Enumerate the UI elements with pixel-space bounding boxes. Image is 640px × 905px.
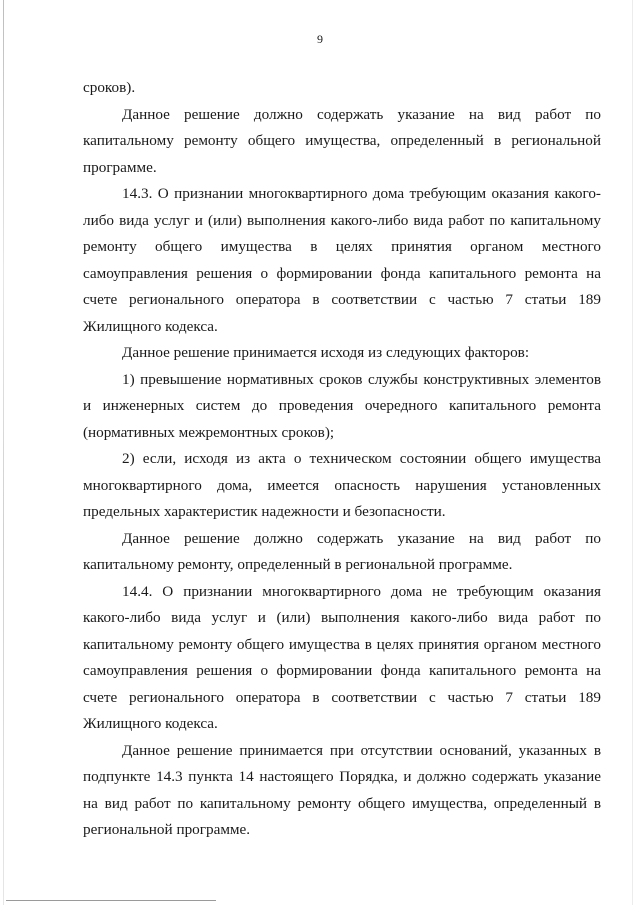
page-number: 9 <box>317 32 323 46</box>
document-body <box>83 75 601 844</box>
scan-edge-left <box>3 0 4 905</box>
paragraph-decision-content: Данное решение должно содержать указание на вид работ по капитальному ремонту общего имущества, определенный в региональной программе. <box>83 105 601 176</box>
paragraph-decision-content-2: Данное решение должно содержать указание на вид работ по капитальному ремонту, определенный в региональной программе. <box>83 529 601 573</box>
paragraph-clause-14-4: 14.4. О признании многоквартирного дома не требующим оказания какого-либо вида услуг и (или) выполнения какого-либо вида работ по капитальному ремонту общего имущества в целях принятия органом местного самоуправления решения о формировании фонда капитального ремонта на счете регионального оператора в соответствии с частью 7 статьи 189 Жилищного кодекса. <box>83 582 601 732</box>
paragraph-decision-absence: Данное решение принимается при отсутствии оснований, указанных в подпункте 14.3 пункта 14 настоящего Порядка, и должно содержать указание на вид работ по капитальному ремонту общего имущества, определенный в региональной программе. <box>83 741 601 838</box>
scan-edge-right <box>632 0 633 905</box>
paragraph-continuation: сроков). <box>83 79 136 96</box>
paragraph-clause-14-3: 14.3. О признании многоквартирного дома требующим оказания какого-либо вида услуг и (или) выполнения какого-либо вида работ по капитальному ремонту общего имущества в целях принятия органом местного самоуправления решения о формировании фонда капитального ремонта на счете регионального оператора в соответствии с частью 7 статьи 189 Жилищного кодекса. <box>83 185 601 335</box>
bottom-rule <box>6 900 216 901</box>
paragraph-factor-2: 2) если, исходя из акта о техническом состоянии общего имущества многоквартирного дома, имеется опасность нарушения установленных предельных характеристик надежности и безопасности. <box>83 450 601 520</box>
paragraph-factors-intro: Данное решение принимается исходя из следующих факторов: <box>122 344 530 361</box>
paragraph-factor-1: 1) превышение нормативных сроков службы конструктивных элементов и инженерных систем до проведения очередного капитального ремонта (нормативных межремонтных сроков); <box>83 370 601 441</box>
